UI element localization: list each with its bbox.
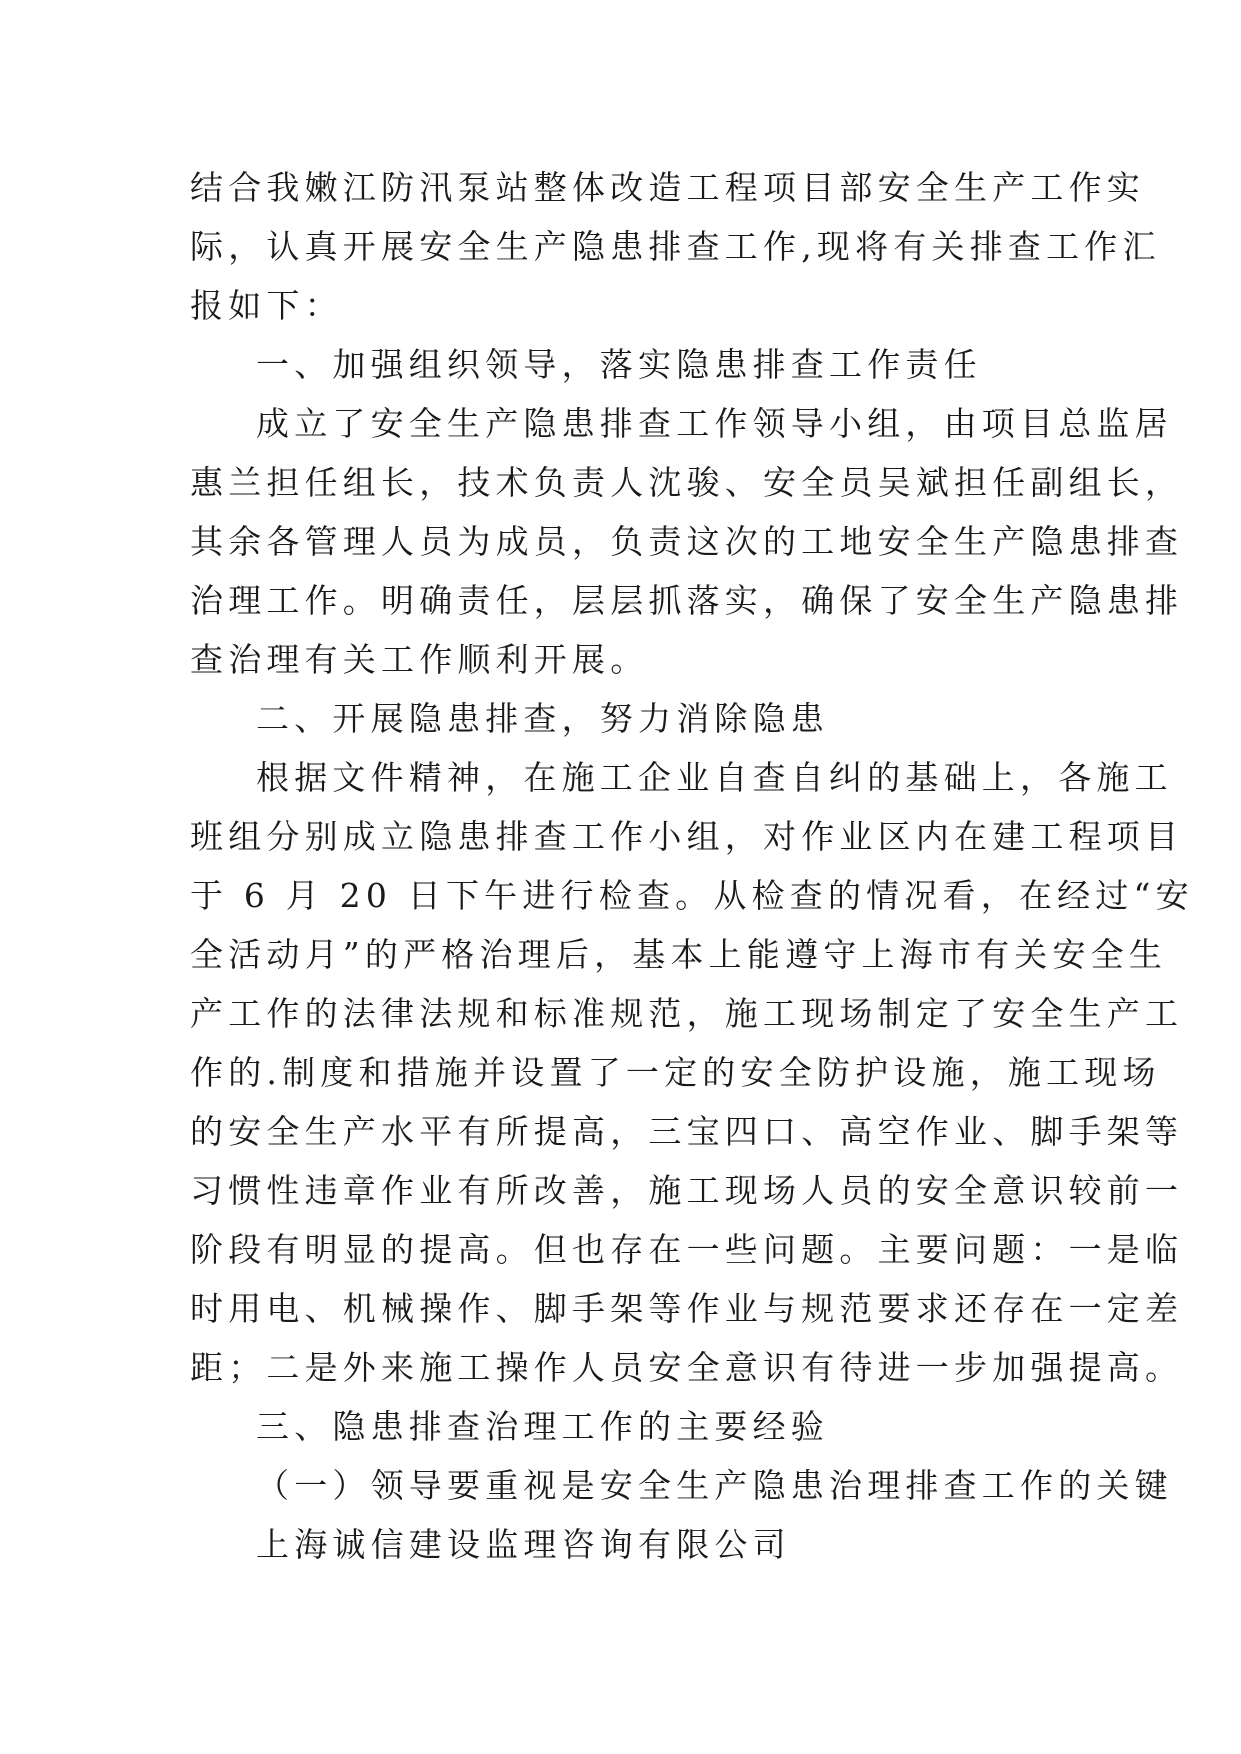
section-heading-2: 二、开展隐患排查，努力消除隐患 bbox=[256, 699, 829, 738]
paragraph-line: 全活动月”的严格治理后，基本上能遵守上海市有关安全生 bbox=[190, 935, 1168, 974]
paragraph-line: 查治理有关工作顺利开展。 bbox=[190, 640, 649, 679]
paragraph-line: 结合我嫩江防汛泵站整体改造工程项目部安全生产工作实 bbox=[190, 168, 1145, 207]
subsection-heading: （一）领导要重视是安全生产隐患治理排查工作的关键 bbox=[256, 1466, 1173, 1505]
section-heading-3: 三、隐患排查治理工作的主要经验 bbox=[256, 1407, 829, 1446]
company-name: 上海诚信建设监理咨询有限公司 bbox=[256, 1525, 791, 1564]
paragraph-line: 根据文件精神，在施工企业自查自纠的基础上，各施工 bbox=[256, 758, 1173, 797]
paragraph-line: 治理工作。明确责任，层层抓落实，确保了安全生产隐患排 bbox=[190, 581, 1184, 620]
paragraph-line: 距；二是外来施工操作人员安全意识有待进一步加强提高。 bbox=[190, 1348, 1184, 1387]
paragraph-line: 际，认真开展安全生产隐患排查工作,现将有关排查工作汇 bbox=[190, 227, 1161, 266]
paragraph-line: 阶段有明显的提高。但也存在一些问题。主要问题：一是临 bbox=[190, 1230, 1184, 1269]
paragraph-line: 产工作的法律法规和标准规范，施工现场制定了安全生产工 bbox=[190, 994, 1184, 1033]
paragraph-line: 作的.制度和措施并设置了一定的安全防护设施，施工现场 bbox=[190, 1053, 1161, 1092]
paragraph-line: 报如下： bbox=[190, 286, 343, 325]
paragraph-line: 的安全生产水平有所提高，三宝四口、高空作业、脚手架等 bbox=[190, 1112, 1184, 1151]
paragraph-line: 习惯性违章作业有所改善，施工现场人员的安全意识较前一 bbox=[190, 1171, 1184, 1210]
paragraph-line: 班组分别成立隐患排查工作小组，对作业区内在建工程项目 bbox=[190, 817, 1184, 856]
paragraph-line: 其余各管理人员为成员，负责这次的工地安全生产隐患排查 bbox=[190, 522, 1184, 561]
document-body bbox=[190, 158, 1194, 1574]
paragraph-line: 惠兰担任组长，技术负责人沈骏、安全员吴斌担任副组长， bbox=[190, 463, 1184, 502]
paragraph-line: 成立了安全生产隐患排查工作领导小组，由项目总监居 bbox=[256, 404, 1173, 443]
section-heading-1: 一、加强组织领导，落实隐患排查工作责任 bbox=[256, 345, 982, 384]
paragraph-line: 时用电、机械操作、脚手架等作业与规范要求还存在一定差 bbox=[190, 1289, 1184, 1328]
paragraph-line: 于 6 月 20 日下午进行检查。从检查的情况看，在经过“安 bbox=[190, 876, 1194, 915]
